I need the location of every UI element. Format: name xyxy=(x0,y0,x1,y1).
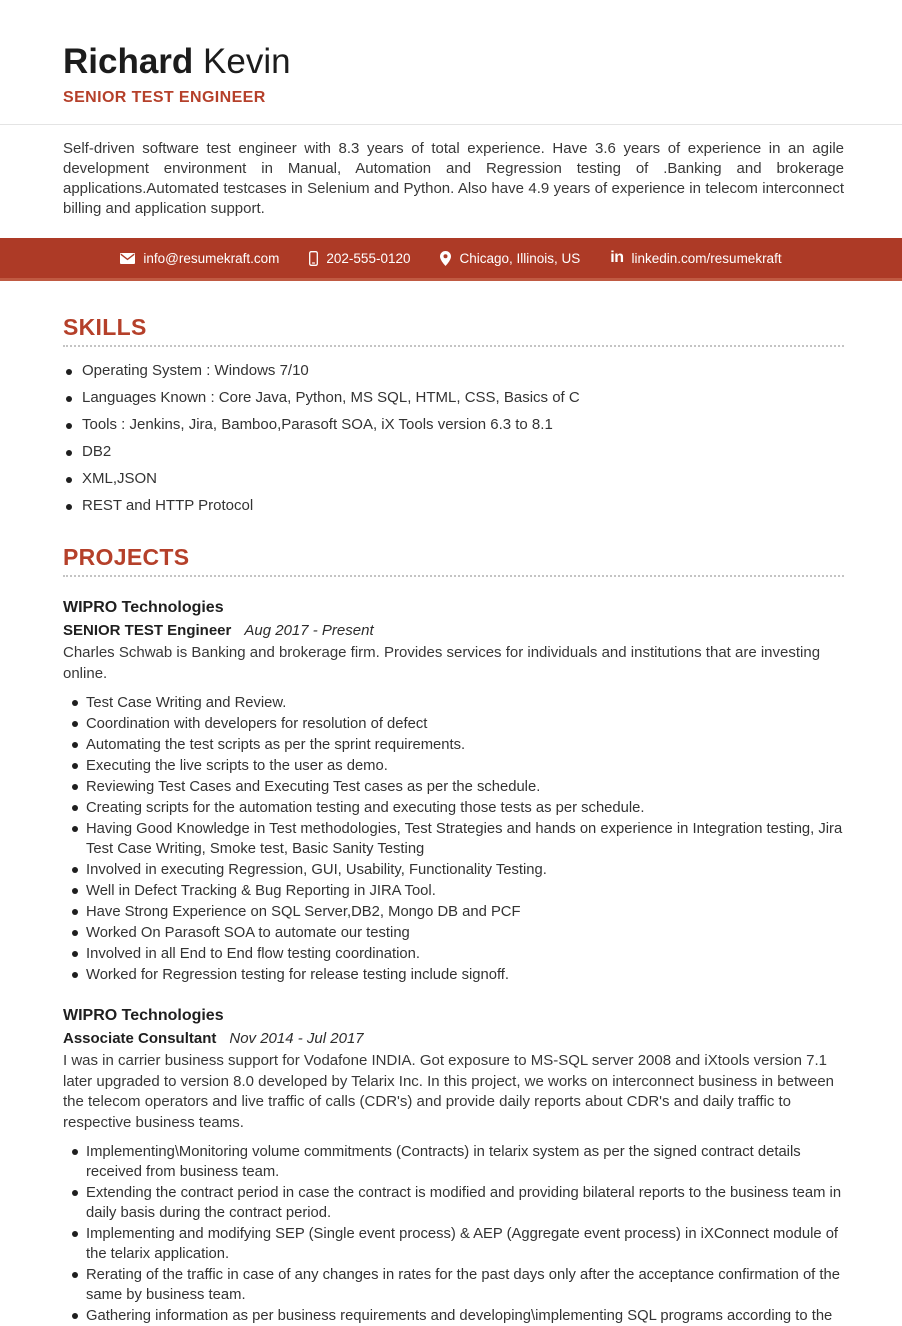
linkedin-icon: in xyxy=(610,249,624,267)
role-line xyxy=(63,622,844,639)
skills-heading: SKILLS xyxy=(63,314,147,341)
project-bullet: Worked for Regression testing for release testing include signoff. xyxy=(69,965,844,985)
header-divider xyxy=(0,124,902,125)
contact-phone xyxy=(309,251,410,266)
contact-email-text: info@resumekraft.com xyxy=(143,250,280,266)
company-name: WIPRO Technologies xyxy=(63,599,224,617)
last-name: Kevin xyxy=(193,42,291,81)
project-entry-2 xyxy=(63,1007,844,1326)
project-bullet-list xyxy=(63,693,844,985)
skill-item: Tools : Jenkins, Jira, Bamboo,Parasoft SOA, iX Tools version 6.3 to 8.1 xyxy=(63,416,844,433)
skills-divider xyxy=(63,345,844,347)
job-title: SENIOR TEST ENGINEER xyxy=(63,89,266,107)
project-bullet: Well in Defect Tracking & Bug Reporting in JIRA Tool. xyxy=(69,881,844,901)
project-description: I was in carrier business support for Vodafone INDIA. Got exposure to MS-SQL server 2008 and iXtools version 7.1 later upgraded to version 8.0 developed by Telarix Inc. In this project, we works on interconnect business in between the telecom operators and live traffic of calls (CDR's) and provide daily reports about CDR's and daily traffic to respective business teams. xyxy=(63,1052,834,1131)
projects-divider xyxy=(63,575,844,577)
contact-phone-text: 202-555-0120 xyxy=(326,250,411,266)
role-dates: Nov 2014 - Jul 2017 xyxy=(229,1030,364,1048)
header xyxy=(0,0,902,107)
project-bullet: Reviewing Test Cases and Executing Test cases as per the schedule. xyxy=(69,777,844,797)
project-entry-1 xyxy=(63,599,844,985)
role-dates: Aug 2017 - Present xyxy=(244,622,374,640)
contact-location xyxy=(440,251,580,266)
role-title: Associate Consultant xyxy=(63,1030,217,1048)
company-name: WIPRO Technologies xyxy=(63,1007,224,1025)
first-name: Richard xyxy=(63,42,194,81)
contact-linkedin xyxy=(610,250,781,266)
skills-list xyxy=(63,362,844,514)
project-bullet: Implementing and modifying SEP (Single event process) & AEP (Aggregate event process) in iXConnect module of the telarix application. xyxy=(69,1224,844,1264)
project-bullet: Test Case Writing and Review. xyxy=(69,693,844,713)
project-bullet: Creating scripts for the automation testing and executing those tests as per schedule. xyxy=(69,798,844,818)
skills-section xyxy=(0,314,902,514)
project-bullet: Involved in all End to End flow testing coordination. xyxy=(69,944,844,964)
project-bullet: Gathering information as per business requirements and developing\implementing SQL programs according to the xyxy=(69,1306,844,1326)
contact-bar xyxy=(0,238,902,281)
envelope-icon xyxy=(120,253,135,264)
project-description: Charles Schwab is Banking and brokerage firm. Provides services for individuals and institutions that are investing online. xyxy=(63,644,821,682)
project-bullet: Executing the live scripts to the user as demo. xyxy=(69,756,844,776)
role-title: SENIOR TEST Engineer xyxy=(63,622,232,640)
project-bullet: Implementing\Monitoring volume commitments (Contracts) in telarix system as per the signed contract details received from business team. xyxy=(69,1142,844,1182)
skill-item: DB2 xyxy=(63,443,844,460)
project-bullet: Coordination with developers for resolution of defect xyxy=(69,714,844,734)
skill-item: Operating System : Windows 7/10 xyxy=(63,362,844,379)
project-bullet: Involved in executing Regression, GUI, Usability, Functionality Testing. xyxy=(69,860,844,880)
project-bullet: Have Strong Experience on SQL Server,DB2, Mongo DB and PCF xyxy=(69,902,844,922)
skill-item: REST and HTTP Protocol xyxy=(63,497,844,514)
contact-email xyxy=(120,251,279,266)
person-name xyxy=(63,0,844,82)
project-bullet-list xyxy=(63,1142,844,1326)
projects-section xyxy=(0,544,902,1326)
projects-heading: PROJECTS xyxy=(63,544,190,571)
location-pin-icon xyxy=(440,251,451,266)
contact-location-text: Chicago, Illinois, US xyxy=(459,250,581,266)
project-bullet: Extending the contract period in case the contract is modified and providing bilateral reports to the business team in daily basis during the contract period. xyxy=(69,1183,844,1223)
project-bullet: Worked On Parasoft SOA to automate our testing xyxy=(69,923,844,943)
project-bullet: Rerating of the traffic in case of any changes in rates for the past days only after the acceptance confirmation of the same by business team. xyxy=(69,1265,844,1305)
project-bullet: Automating the test scripts as per the sprint requirements. xyxy=(69,735,844,755)
mobile-phone-icon xyxy=(309,251,318,266)
skill-item: Languages Known : Core Java, Python, MS SQL, HTML, CSS, Basics of C xyxy=(63,389,844,406)
project-bullet: Having Good Knowledge in Test methodologies, Test Strategies and hands on experience in Integration testing, Jira Test Case Writing, Smoke test, Basic Sanity Testing xyxy=(69,819,844,859)
skill-item: XML,JSON xyxy=(63,470,844,487)
contact-linkedin-text: linkedin.com/resumekraft xyxy=(631,250,782,266)
role-line xyxy=(63,1030,844,1047)
summary-paragraph: Self-driven software test engineer with 8.3 years of total experience. Have 3.6 years of experience in an agile development environment in Manual, Automation and Regression testing of .Banking and brokerage applications.Automated testcases in Selenium and Python. Also have 4.9 years of experience in telecom interconnect billing and application support. xyxy=(63,140,844,218)
